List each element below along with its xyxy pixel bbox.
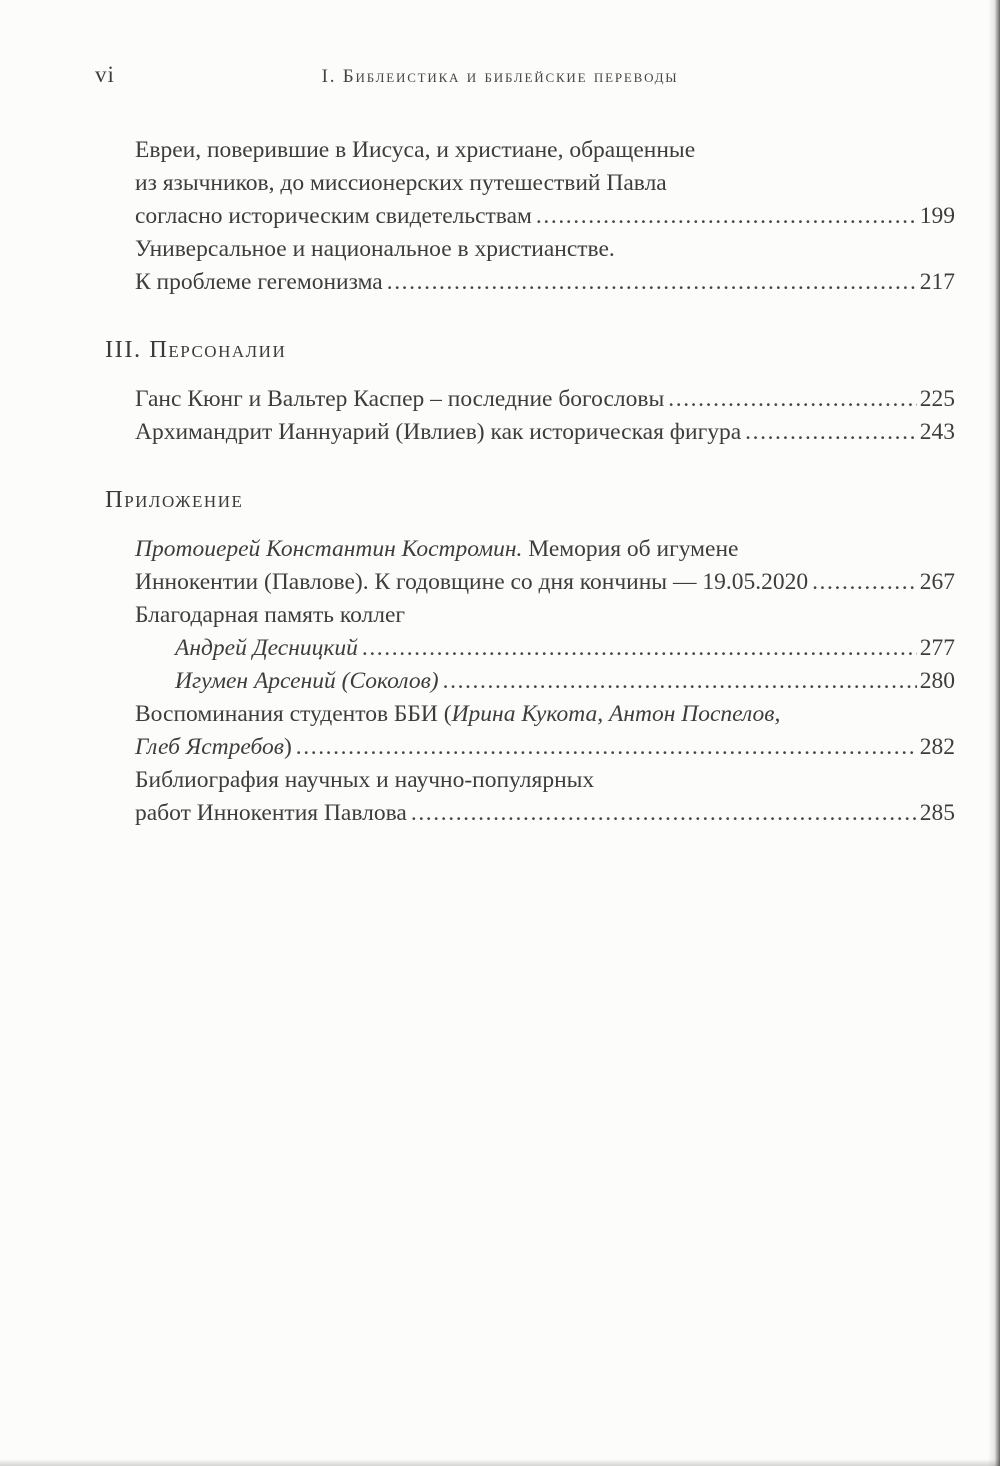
dot-leader xyxy=(443,665,917,698)
toc-entry-title xyxy=(135,599,405,632)
dot-leader xyxy=(296,731,917,764)
toc-entry xyxy=(175,665,955,698)
toc-entry-line xyxy=(175,665,955,698)
toc-entry-title xyxy=(135,566,808,599)
toc-entry-title xyxy=(135,383,664,416)
running-head: I. Библеистика и библейские переводы xyxy=(321,66,679,87)
toc-entry-line xyxy=(135,416,955,449)
toc-entry-line xyxy=(135,797,955,830)
toc-entry xyxy=(135,134,955,233)
toc-entry-line xyxy=(135,731,955,764)
toc-entry-line xyxy=(135,566,955,599)
toc-page-number: 243 xyxy=(919,419,955,445)
toc-entry-line xyxy=(135,167,955,200)
toc-page-number: 199 xyxy=(919,203,955,229)
section-heading: Приложение xyxy=(105,486,244,513)
toc-title-segment: из язычников, до миссионерских путешествий Павла xyxy=(135,170,667,196)
dot-leader xyxy=(411,797,917,830)
toc-title-segment: К проблеме гегемонизма xyxy=(135,269,383,295)
page-number-folio: vi xyxy=(95,62,115,87)
toc-entry-line xyxy=(135,698,955,731)
toc-entry-title xyxy=(135,701,780,727)
toc-entry-title xyxy=(135,236,615,262)
toc-entry-title xyxy=(135,797,407,830)
toc-entry-line xyxy=(135,200,955,233)
toc-entry-line xyxy=(135,599,955,632)
toc-title-segment-italic: Глеб Ястребов xyxy=(135,734,284,760)
section-heading: III. Персоналии xyxy=(105,336,287,363)
toc-entry-title xyxy=(135,200,532,233)
toc-page-number: 277 xyxy=(919,635,955,661)
toc-page-number: 217 xyxy=(919,269,955,295)
toc-entry xyxy=(135,533,955,599)
toc-entry-title xyxy=(135,731,292,764)
toc-title-segment-italic: Ирина Кукота, Антон Поспелов, xyxy=(451,701,781,727)
toc-title-segment: Универсальное и национальное в христианстве. xyxy=(135,236,615,262)
toc-entry-line xyxy=(175,632,955,665)
toc-entry-line xyxy=(135,764,955,797)
dot-leader xyxy=(812,566,917,599)
toc-entry-title xyxy=(175,632,358,665)
toc-entry xyxy=(135,383,955,416)
toc-entry xyxy=(135,698,955,764)
toc-entry-line xyxy=(135,383,955,416)
toc-page-number: 280 xyxy=(919,668,955,694)
toc-title-segment: Ганс Кюнг и Вальтер Каспер – последние богословы xyxy=(135,386,665,412)
toc-entry-title xyxy=(135,266,383,299)
toc-entry-title xyxy=(135,170,667,196)
toc-entry-title xyxy=(135,767,594,793)
toc-entry xyxy=(175,632,955,665)
toc-title-segment: Евреи, поверившие в Иисуса, и христиане, обращенные xyxy=(135,137,696,163)
toc-entry xyxy=(135,764,955,830)
toc-title-segment: Иннокентии (Павлове). К годовщине со дня кончины — 19.05.2020 xyxy=(135,569,809,595)
dot-leader xyxy=(387,266,917,299)
dot-leader xyxy=(362,632,917,665)
toc-entry-line xyxy=(135,266,955,299)
toc-entry xyxy=(135,416,955,449)
toc-page-number: 225 xyxy=(919,386,955,412)
toc-title-segment: Мемория об игумене xyxy=(522,536,739,562)
toc-title-segment-italic: Игумен Арсений (Соколов) xyxy=(175,668,439,694)
page-edge-shadow-right xyxy=(988,0,1000,1466)
toc-entry-line xyxy=(135,533,955,566)
toc-entry-title xyxy=(135,137,695,163)
toc-entry-title xyxy=(135,536,738,562)
toc-page-number: 282 xyxy=(919,734,955,760)
dot-leader xyxy=(536,200,917,233)
toc-title-segment: Библиография научных и научно-популярных xyxy=(135,767,595,793)
toc-title-segment: Благодарная память коллег xyxy=(135,602,406,628)
toc-title-segment: Архимандрит Ианнуарий (Ивлиев) как историческая фигура xyxy=(135,419,742,445)
toc-entry xyxy=(135,233,955,299)
page-header xyxy=(0,0,1000,96)
dot-leader xyxy=(668,383,917,416)
toc-entry-line xyxy=(135,233,955,266)
page-edge-shadow-bottom xyxy=(0,1459,1000,1466)
toc-title-segment: ) xyxy=(283,734,292,760)
toc-entry-line xyxy=(135,134,955,167)
toc-entry-title xyxy=(135,416,741,449)
toc-page-number: 267 xyxy=(919,569,955,595)
toc-title-segment-italic: Протоиерей Константин Костромин. xyxy=(135,536,523,562)
toc-entry xyxy=(135,599,955,632)
toc-title-segment: согласно историческим свидетельствам xyxy=(135,203,532,229)
toc-title-segment: работ Иннокентия Павлова xyxy=(135,800,407,826)
toc-title-segment-italic: Андрей Десницкий xyxy=(175,635,358,661)
table-of-contents xyxy=(105,134,955,830)
toc-entry-title xyxy=(175,665,439,698)
dot-leader xyxy=(745,416,917,449)
toc-title-segment: Воспоминания студентов ББИ ( xyxy=(135,701,452,727)
toc-page-number: 285 xyxy=(919,800,955,826)
